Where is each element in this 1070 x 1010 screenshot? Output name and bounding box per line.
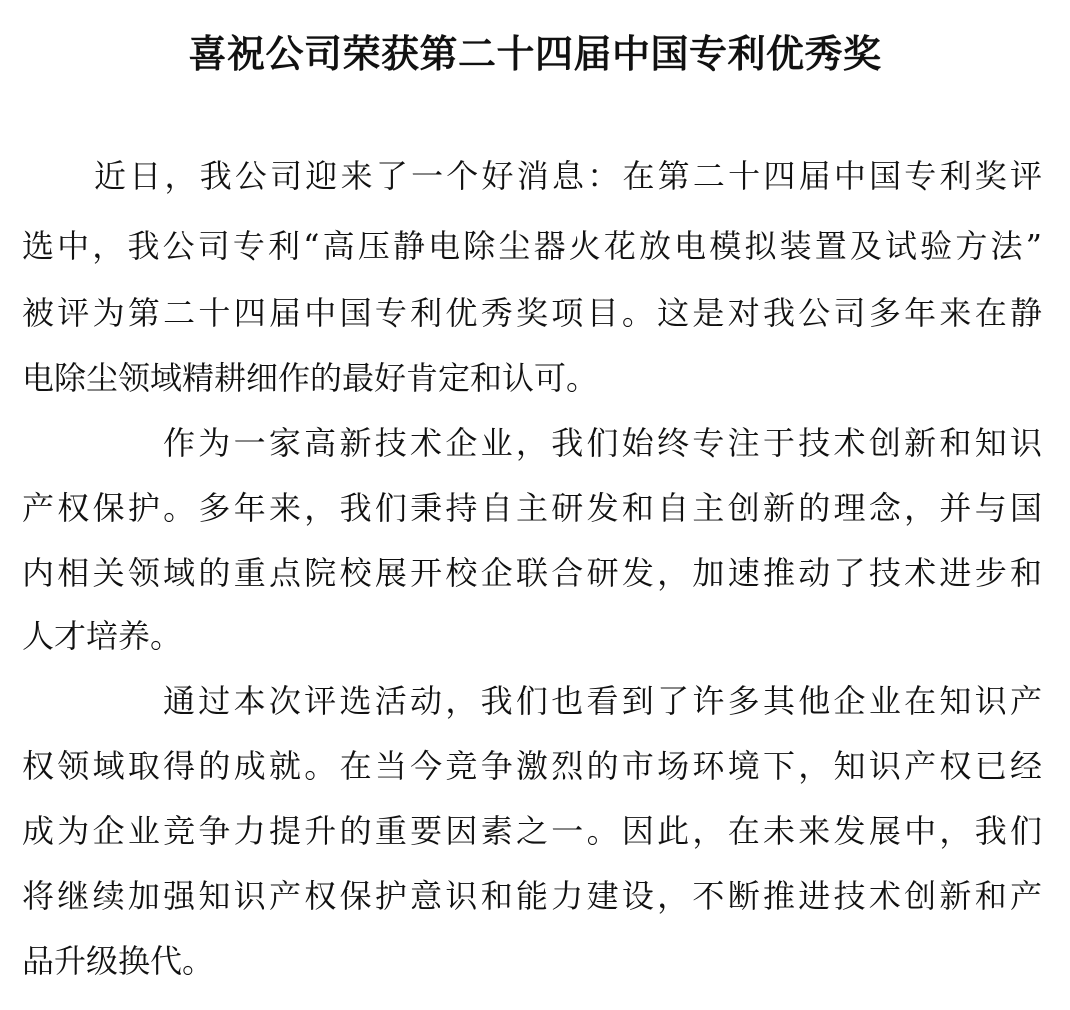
paragraph-2-line-2: 产权保护。多年来，我们秉持自主研发和自主创新的理念，并与国 (22, 489, 1042, 527)
paragraph-1-line-1: 近日，我公司迎来了一个好消息：在第二十四届中国专利奖评 (94, 157, 1042, 195)
document-title: 喜祝公司荣获第二十四届中国专利优秀奖 (188, 32, 882, 76)
paragraph-3-line-2: 权领域取得的成就。在当今竞争激烈的市场环境下，知识产权已经 (22, 747, 1042, 785)
paragraph-3-line-4: 将继续加强知识产权保护意识和能力建设，不断推进技术创新和产 (22, 877, 1042, 915)
paragraph-2-line-4: 人才培养。 (22, 617, 183, 655)
paragraph-1-line-4: 电除尘领域精耕细作的最好肯定和认可。 (22, 359, 599, 397)
paragraph-1-line-2: 选中，我公司专利“高压静电除尘器火花放电模拟装置及试验方法” (22, 227, 1042, 265)
paragraph-3-line-3: 成为企业竞争力提升的重要因素之一。因此，在未来发展中，我们 (22, 812, 1042, 850)
paragraph-1-line-3: 被评为第二十四届中国专利优秀奖项目。这是对我公司多年来在静 (22, 294, 1042, 332)
paragraph-3-line-1: 通过本次评选活动，我们也看到了许多其他企业在知识产 (163, 682, 1042, 720)
paragraph-2-line-3: 内相关领域的重点院校展开校企联合研发，加速推动了技术进步和 (22, 554, 1042, 592)
paragraph-2-line-1: 作为一家高新技术企业，我们始终专注于技术创新和知识 (163, 424, 1042, 462)
paragraph-3-line-5: 品升级换代。 (22, 942, 215, 980)
